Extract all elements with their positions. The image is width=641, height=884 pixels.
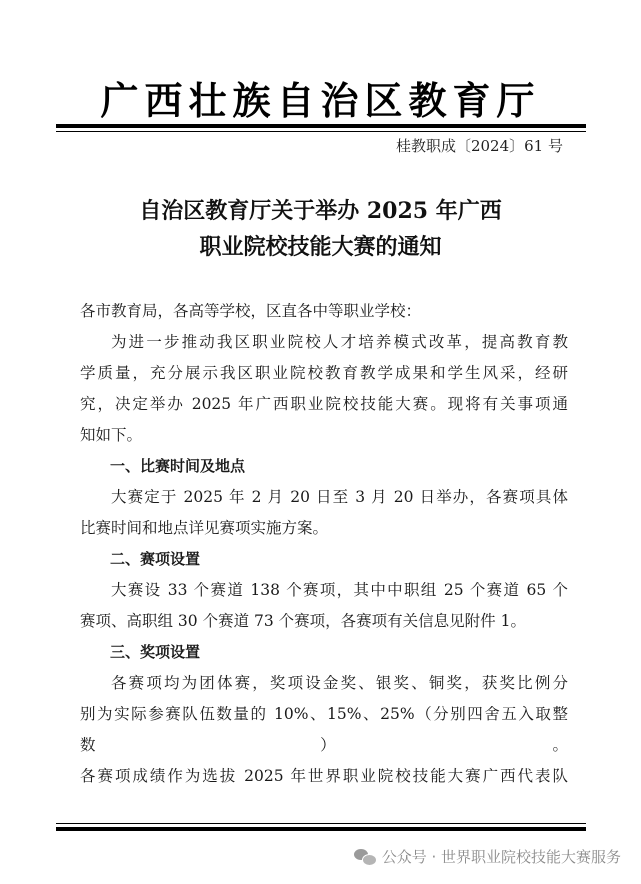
section-line: 各赛项成绩作为选拔 2025 年世界职业院校技能大赛广西代表队: [80, 767, 568, 785]
section-line: 别为实际参赛队伍数量的 10%、15%、25%（分别四舍五入取整数）。: [80, 705, 568, 754]
salutation: 各市教育局，各高等学校，区直各中等职业学校：: [80, 302, 422, 320]
header-title: 广西壮族自治区教育厅: [100, 78, 541, 123]
document-body: [80, 296, 568, 792]
footer-rule-thick: [56, 827, 586, 831]
intro-line: 学质量，充分展示我区职业院校教育教学成果和学生风采，经研: [80, 364, 568, 382]
footer-rule-thin: [56, 823, 586, 824]
document-title-line-2: 职业院校技能大赛的通知: [199, 234, 442, 260]
watermark: [354, 846, 621, 867]
section-line: 赛项、高职组 30 个赛道 73 个赛项，各赛项有关信息见附件 1。: [80, 612, 526, 630]
watermark-text: 公众号 · 世界职业院校技能大赛服务: [381, 848, 621, 866]
header-rule-thin: [56, 131, 586, 132]
document-number: 桂教职成〔2024〕61 号: [395, 137, 563, 155]
section-line: 各赛项均为团体赛，奖项设金奖、银奖、铜奖，获奖比例分: [111, 674, 568, 692]
section-heading-awards: 三、奖项设置: [110, 643, 201, 661]
intro-line: 为进一步推动我区职业院校人才培养模式改革，提高教育教: [111, 333, 568, 351]
intro-line: 究，决定举办 2025 年广西职业院校技能大赛。现将有关事项通: [80, 395, 568, 413]
document-title: [0, 193, 641, 265]
section-line: 大赛定于 2025 年 2 月 20 日至 3 月 20 日举办，各赛项具体: [111, 488, 568, 506]
section-line: 大赛设 33 个赛道 138 个赛项，其中中职组 25 个赛道 65 个: [111, 581, 568, 599]
section-heading-time-place: 一、比赛时间及地点: [110, 457, 246, 475]
section-heading-events: 二、赛项设置: [110, 550, 201, 568]
section-line: 比赛时间和地点详见赛项实施方案。: [80, 519, 329, 537]
wechat-icon: [354, 849, 376, 865]
header-rule-thick: [56, 124, 586, 128]
document-title-line-1: 自治区教育厅关于举办 2025 年广西: [139, 198, 502, 224]
intro-line: 知如下。: [80, 426, 143, 444]
